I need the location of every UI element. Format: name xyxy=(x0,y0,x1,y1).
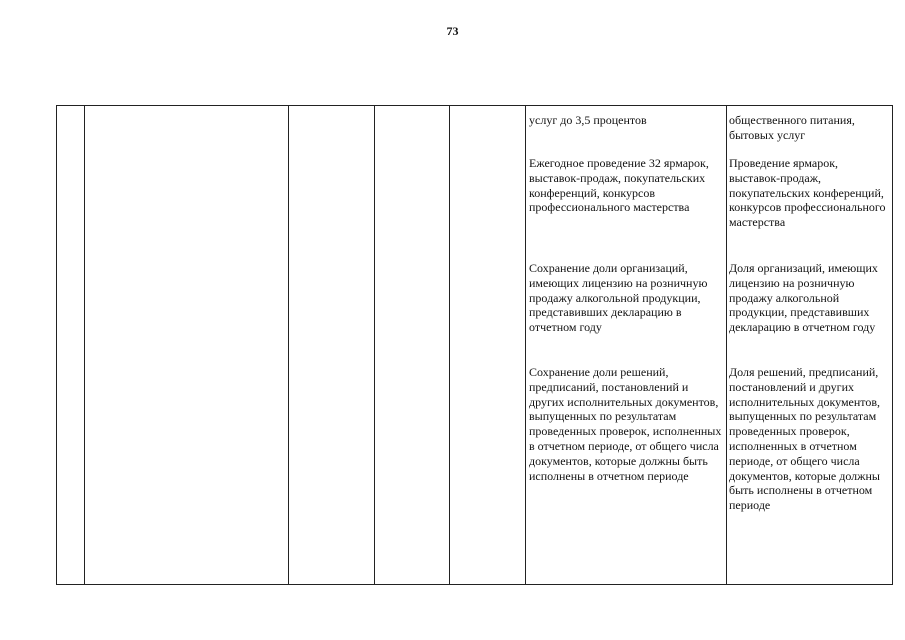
column-divider-2 xyxy=(288,106,289,584)
indicator-text-2: Ежегодное проведение 32 ярмарок, выставок-продаж, покупательских конференций, конкурсов профессионального мастерства xyxy=(529,156,709,215)
description-text-4: Доля решений, предписаний, постановлений и других исполнительных документов, выпущенных по результатам проведенных проверок, исполненных в отчетном периоде, от общего числа документов, которые должны быть исполнены в отчетном периоде xyxy=(729,365,881,513)
column-divider-5 xyxy=(525,106,526,584)
column-divider-1 xyxy=(84,106,85,584)
column-divider-4 xyxy=(449,106,450,584)
column-divider-3 xyxy=(374,106,375,584)
indicator-text-4: Сохранение доли решений, предписаний, постановлений и других исполнительных документов, выпущенных по результатам проведенных проверок, исполненных в отчетном периоде, от общего числа документов, которые должны быть исполнены в отчетном периоде xyxy=(529,365,722,483)
description-text-2: Проведение ярмарок, выставок-продаж, покупательских конференций, конкурсов профессионального мастерства xyxy=(729,156,886,230)
description-text-3: Доля организаций, имеющих лицензию на розничную продажу алкогольной продукции, представивших декларацию в отчетном году xyxy=(729,261,878,335)
description-text-1: общественного питания, бытовых услуг xyxy=(729,113,855,142)
indicator-text-1: услуг до 3,5 процентов xyxy=(529,113,647,127)
indicator-text-3: Сохранение доли организаций, имеющих лицензию на розничную продажу алкогольной продукции, представивших декларацию в отчетном году xyxy=(529,261,708,335)
page-number: 73 xyxy=(446,24,459,38)
document-table xyxy=(56,105,893,585)
column-divider-6 xyxy=(726,106,727,584)
